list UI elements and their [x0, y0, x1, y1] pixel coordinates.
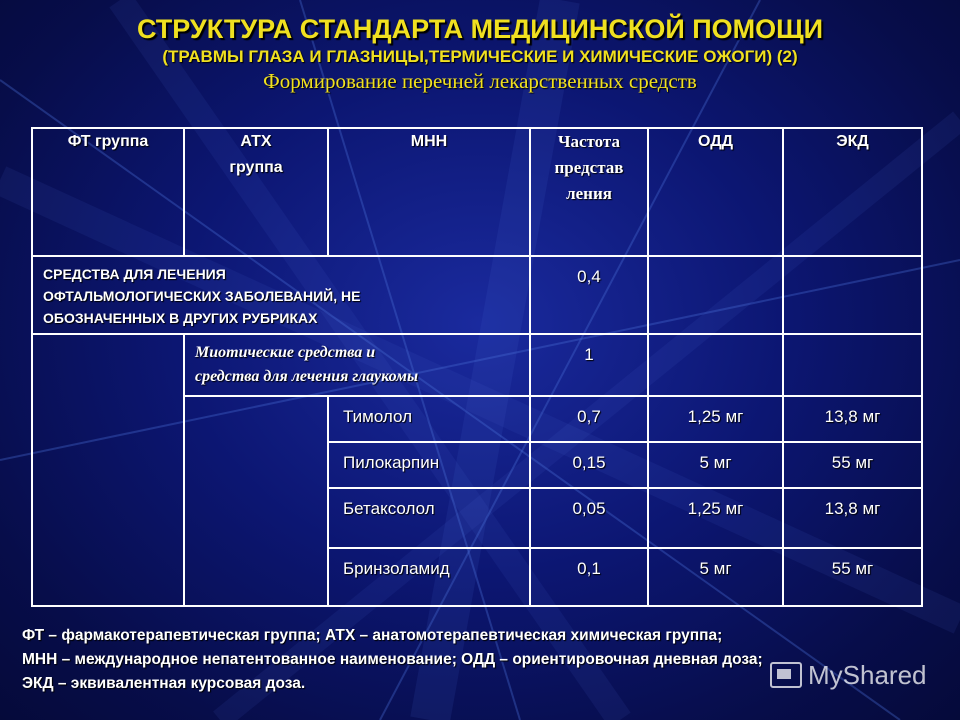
column-header-odd: ОДД: [648, 128, 783, 256]
slide-title: СТРУКТУРА СТАНДАРТА МЕДИЦИНСКОЙ ПОМОЩИ: [136, 14, 824, 44]
category-frequency: 0,4: [530, 256, 648, 334]
watermark-text: MyShared: [808, 660, 927, 690]
drug-frequency: 0,05: [530, 488, 648, 548]
drug-frequency: 0,15: [530, 442, 648, 488]
drug-ekd: 55 мг: [783, 442, 922, 488]
drug-name: Бринзоламид: [328, 548, 530, 606]
drug-table: [31, 127, 923, 607]
legend-line: ФТ – фармакотерапевтическая группа; АТХ – анатомотерапевтическая химическая группа;: [22, 627, 723, 644]
table-header-row: [32, 128, 922, 256]
watermark-logo: [770, 660, 927, 691]
drug-frequency: 0,1: [530, 548, 648, 606]
drug-ekd: 13,8 мг: [783, 396, 922, 442]
slide-subtitle: (ТРАВМЫ ГЛАЗА И ГЛАЗНИЦЫ,ТЕРМИЧЕСКИЕ И ХИМИЧЕСКИЕ ОЖОГИ) (2): [162, 47, 798, 66]
column-header-ekd: ЭКД: [783, 128, 922, 256]
category-label: СРЕДСТВА ДЛЯ ЛЕЧЕНИЯ ОФТАЛЬМОЛОГИЧЕСКИХ ЗАБОЛЕВАНИЙ, НЕ ОБОЗНАЧЕННЫХ В ДРУГИХ РУБРИКАХ: [32, 256, 530, 334]
subgroup-frequency: 1: [530, 334, 648, 396]
subgroup-row: [32, 334, 922, 396]
drug-odd: 1,25 мг: [648, 488, 783, 548]
drug-ekd: 55 мг: [783, 548, 922, 606]
drug-name: Тимолол: [328, 396, 530, 442]
ft-group-cell: [32, 334, 184, 606]
column-header-ft: ФТ группа: [32, 128, 184, 256]
empty-cell: [648, 334, 783, 396]
drug-odd: 1,25 мг: [648, 396, 783, 442]
drug-odd: 5 мг: [648, 548, 783, 606]
drug-frequency: 0,7: [530, 396, 648, 442]
empty-cell: [783, 334, 922, 396]
column-header-mnn: МНН: [328, 128, 530, 256]
atx-group-cell: [184, 396, 328, 606]
drug-name: Бетаксолол: [328, 488, 530, 548]
column-header-frequency: Частота представ ления: [530, 128, 648, 256]
drug-name: Пилокарпин: [328, 442, 530, 488]
legend-line: ЭКД – эквивалентная курсовая доза.: [22, 675, 306, 692]
section-title: Формирование перечней лекарственных средств: [263, 69, 697, 93]
subgroup-label: Миотические средства и средства для лечения глаукомы: [184, 334, 530, 396]
slide-header: [0, 12, 960, 94]
column-header-atx: АТХ группа: [184, 128, 328, 256]
empty-cell: [783, 256, 922, 334]
presentation-icon: [770, 662, 802, 688]
empty-cell: [648, 256, 783, 334]
drug-odd: 5 мг: [648, 442, 783, 488]
category-row: [32, 256, 922, 334]
legend-line: МНН – международное непатентованное наименование; ОДД – ориентировочная дневная доза;: [22, 651, 763, 668]
drug-ekd: 13,8 мг: [783, 488, 922, 548]
